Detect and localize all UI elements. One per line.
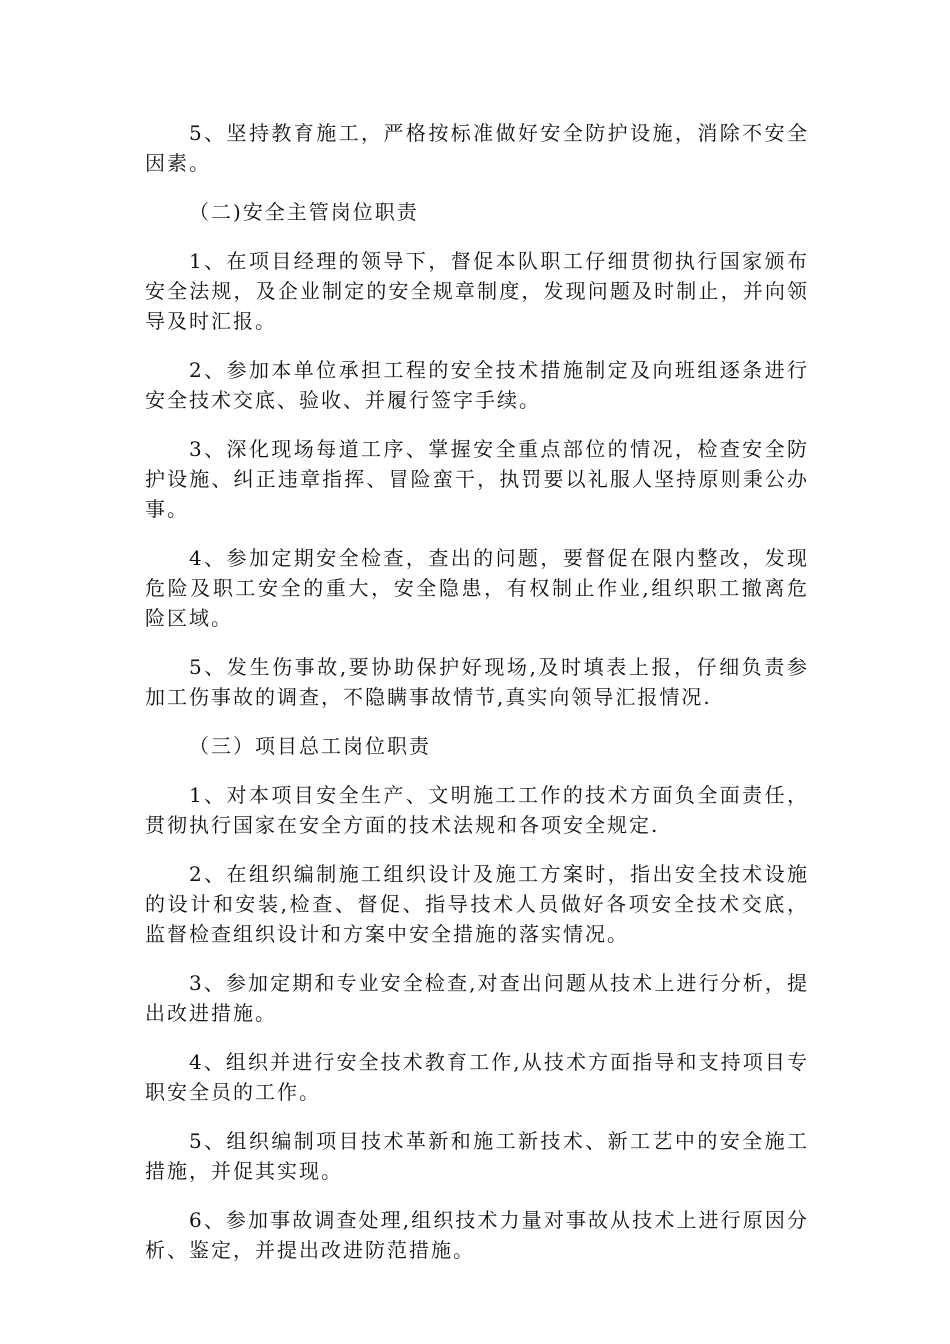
paragraph: 2、参加本单位承担工程的安全技术措施制定及向班组逐条进行安全技术交底、验收、并履行签字手续。 [145, 358, 809, 412]
paragraph: 4、参加定期安全检查，查出的问题，要督促在限内整改，发现危险及职工安全的重大，安全隐患，有权制止作业,组织职工撤离危险区域。 [145, 546, 809, 630]
document-page [145, 118, 809, 1284]
paragraph: 5、坚持教育施工，严格按标准做好安全防护设施，消除不安全因素。 [145, 121, 809, 175]
paragraph: 5、组织编制项目技术革新和施工新技术、新工艺中的安全施工措施，并促其实现。 [145, 1129, 809, 1183]
paragraph: 2、在组织编制施工组织设计及施工方案时，指出安全技术设施的设计和安装,检查、督促、指导技术人员做好各项安全技术交底，监督检查组织设计和方案中安全措施的落实情况。 [145, 862, 809, 946]
paragraph: 4、组织并进行安全技术教育工作,从技术方面指导和支持项目专职安全员的工作。 [145, 1050, 809, 1104]
section-heading: （三）项目总工岗位职责 [189, 734, 431, 758]
paragraph: 3、参加定期和专业安全检查,对查出问题从技术上进行分析，提出改进措施。 [145, 971, 809, 1025]
paragraph: 1、对本项目安全生产、文明施工工作的技术方面负全面责任，贯彻执行国家在安全方面的技术法规和各项安全规定. [145, 783, 809, 837]
paragraph: 6、参加事故调查处理,组织技术力量对事故从技术上进行原因分析、鉴定，并提出改进防范措施。 [145, 1208, 809, 1262]
paragraph: 5、发生伤事故,要协助保护好现场,及时填表上报，仔细负责参加工伤事故的调查，不隐瞒事故情节,真实向领导汇报情况. [145, 655, 809, 709]
paragraph: 1、在项目经理的领导下，督促本队职工仔细贯彻执行国家颁布安全法规，及企业制定的安全规章制度，发现问题及时制止，并向领导及时汇报。 [145, 249, 809, 333]
paragraph: 3、深化现场每道工序、掌握安全重点部位的情况，检查安全防护设施、纠正违章指挥、冒险蛮干，执罚要以礼服人坚持原则秉公办事。 [145, 437, 809, 521]
section-heading: （二)安全主管岗位职责 [189, 200, 419, 224]
